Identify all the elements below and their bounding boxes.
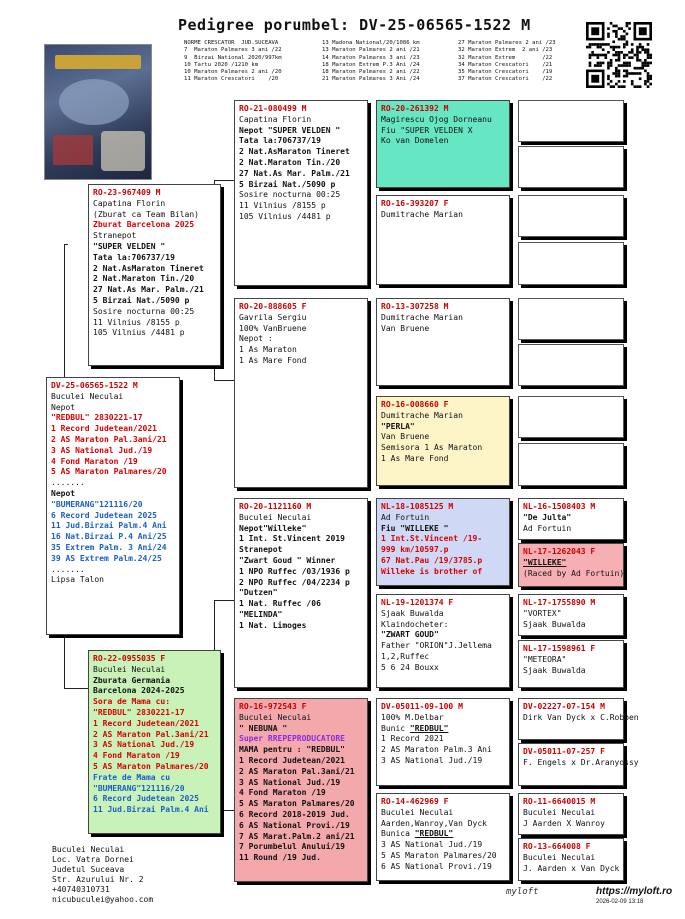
pigeon-card-g5-7[interactable] [518,793,624,835]
pedigree-line: "REDBUL" 2830221-17 [93,707,185,717]
ring-number: RO-16-393207 F [381,199,449,208]
pigeon-card-dam-dam[interactable] [234,698,368,882]
pedigree-line: 3 AS National Jud./19 [381,755,483,765]
pedigree-line: 4 Fond Maraton /19 [239,788,326,798]
pedigree-line: 1 Record Judetean/2021 [239,755,345,765]
pedigree-line: "MELINDA" [239,609,283,619]
pedigree-line: 2 AS Maraton Pal.3ani/21 [51,434,167,444]
myloft-logo: myloft [506,887,539,897]
contact-line: Str. Azurului Nr. 2 [52,875,144,884]
pedigree-line: Sosire nocturna 00:25 [239,190,341,200]
pedigree-line: 105 Vilnius /4481 p [93,328,185,338]
ring-number: RO-14-462969 F [381,797,449,806]
pedigree-line: Zburat Barcelona 2025 [93,220,195,230]
ring-number: RO-13-307258 M [381,302,449,311]
pedigree-line: " NEBUNA " [239,723,288,733]
pedigree-line: 1 Int. St.Vincent 2019 [239,534,345,544]
pedigree-line: Willeke is brother of [381,566,483,576]
ring-number: RO-16-008660 F [381,400,449,409]
pedigree-line: Stranepot [239,545,283,555]
pedigree-line: 2 Nat.Maraton Tin./20 [239,157,341,167]
pedigree-line: Ad Fortuin [381,512,430,522]
pedigree-line: 1 As Mare Fond [381,453,449,463]
pedigree-line: Bunica "REDBUL" [381,829,454,839]
ring-number: NL-17-1262043 F [523,547,596,556]
pedigree-line: Ad Fortuin [523,523,572,533]
ring-number: NL-16-1508403 M [523,502,596,511]
pedigree-line: ....... [51,564,85,574]
pedigree-line: 3 AS National Jud./19 [51,445,153,455]
pedigree-line: Aarden,Wanroy,Van Dyck [381,818,487,828]
pigeon-card-g5-5[interactable] [518,698,639,740]
pedigree-line: 1 As Maraton [239,345,297,355]
ring-number: RO-20-261392 M [381,104,449,113]
pigeon-card-sdd[interactable] [376,396,510,486]
pedigree-line: 1 Nat. Limoges [239,620,307,630]
pedigree-line: "BUMERANG"121116/20 [93,783,185,793]
pedigree-line: Capatina Florin [93,198,166,208]
result-line: 34 Maraton Crescatori /21 [458,61,553,68]
ring-number: DV-05011-09-100 M [381,702,463,711]
pedigree-line: (Raced by Ad Fortuin) [523,568,625,578]
result-line: 9 Birzai National 2020/997km [184,54,282,61]
pedigree-line: 5 AS Maraton Palmares/20 [381,850,497,860]
pedigree-line: Gavrila Sergiu [239,312,307,322]
pedigree-line: "REDBUL" 2830221-17 [51,413,143,423]
pedigree-line: Buculei Neculai [523,807,596,817]
contact-line: Judetul Suceava [52,865,125,874]
pedigree-line: 6 AS National Provi./19 [381,861,492,871]
pigeon-card-sss[interactable] [376,100,510,188]
result-line: 18 Maraton Extrem P.3 Ani /24 [322,61,420,68]
pigeon-card-g5-3[interactable] [518,594,624,636]
pedigree-line: "VORTEX" [523,608,562,618]
result-line: 13 Maraton Palmares 2 ani /21 [322,47,420,54]
pedigree-line: 4 Fond Maraton /19 [51,456,138,466]
pigeon-card-g5-2[interactable] [518,543,624,587]
pedigree-line: 7 AS Marat.Palm.2 ani/21 [239,831,355,841]
pedigree-line: 5 AS Maraton Palmares/20 [93,761,209,771]
ring-number: RO-21-080499 M [239,104,307,113]
empty-slot [518,195,624,237]
pedigree-line: Sjaak Buwalda [523,619,586,629]
page-title: Pedigree porumbel: DV-25-06565-1522 M [178,16,531,34]
pedigree-line: Frate de Mama cu [93,772,171,782]
pedigree-line: Nepot [51,402,76,412]
result-line: 13 Madona National/20/1086 km [322,40,420,46]
pedigree-line: 2 Nat.Maraton Tin./20 [93,274,195,284]
result-line: 32 Maraton Extrem /22 [458,54,553,61]
pedigree-line: 2 Nat.AsMaraton Tineret [239,147,350,157]
pedigree-line: "PERLA" [381,421,415,431]
empty-slot [518,242,624,285]
pedigree-line: Dirk Van Dyck x C.Robben [523,712,639,722]
ring-number: RO-23-967409 M [93,188,161,197]
ring-number: NL-17-1755890 M [523,598,596,607]
pigeon-card-g5-1[interactable] [518,498,624,540]
pedigree-line: (Zburat ca Team Bilan) [93,209,199,219]
pedigree-line: 11 Vilnius /8155 p [93,317,180,327]
pedigree-line: Lipsa Talon [51,575,104,585]
pedigree-line: 5 Birzai Nat./5090 p [239,179,336,189]
contact-line: Loc. Vatra Dornei [52,855,134,864]
pedigree-line: 6 Record 2018-2019 Jud. [239,809,350,819]
pedigree-line: Capatina Florin [239,114,312,124]
pedigree-line: 6 AS National Provi./19 [239,820,350,830]
pigeon-card-g5-6[interactable] [518,743,639,786]
ring-number: RO-13-664008 F [523,842,591,851]
pigeon-card-sire[interactable] [88,184,221,366]
pedigree-line: 4 Fond Maraton /19 [93,751,180,761]
results-column-2 [322,40,420,84]
empty-slot [518,443,624,486]
pedigree-line: 3 AS National Jud./19 [381,840,483,850]
contact-line: +40740310731 [52,885,110,894]
result-line: 14 Maraton Palmares 3 ani /23 [322,54,420,61]
result-line: NORME CRESCATOR JUD.SUCEAVA [184,40,279,46]
pedigree-line: Super RREPEPRODUCATORE [239,734,345,744]
ring-number: RO-22-0955035 F [93,654,166,663]
pedigree-line: Father "ORION"J.Jellema [381,641,492,651]
pedigree-line: ....... [51,478,85,488]
pedigree-line: "BUMERANG"121116/20 [51,499,143,509]
empty-slot [518,100,624,142]
pedigree-line: "SUPER VELDEN " [93,241,166,251]
pedigree-line: MAMA pentru : "REDBUL" [239,745,345,755]
pedigree-line: "Dutzen" [239,588,278,598]
pedigree-line: Fiu "WILLEKE " [381,523,449,533]
pedigree-line: 11 Vilnius /8155 p [239,201,326,211]
pedigree-line: "Zwart Goud " Winner [239,555,336,565]
empty-slot [518,396,624,438]
pedigree-line: J Aarden X Wanroy [523,818,605,828]
result-line: 21 Maraton Palmares 3 Ani /24 [322,76,420,83]
pedigree-line: 1,2,Ruffec [381,651,430,661]
result-line: 27 Maraton Palmares 2 ani /23 [458,40,556,46]
result-line: 10 Maraton Palmares 2 ani /20 [184,69,282,76]
pigeon-card-main[interactable] [46,377,180,635]
pedigree-line: 1 Record 2021 [381,734,444,744]
pedigree-line: Van Bruene [381,432,430,442]
pedigree-line: Buculei Neculai [239,712,312,722]
pedigree-line: 2 NPO Ruffec /04/2234 p [239,577,350,587]
pedigree-line: Ko van Domelen [381,136,449,146]
pedigree-line: 1 NPO Ruffec /03/1936 p [239,566,350,576]
pedigree-line: "WILLEKE" [523,557,567,567]
pedigree-line: Semisora 1 As Maraton [381,443,483,453]
results-column-1 [184,40,282,84]
pigeon-card-dam[interactable] [88,650,221,834]
pedigree-line: Sosire nocturna 00:25 [93,306,195,316]
pedigree-line: "De Julta" [523,512,572,522]
pedigree-line: 100% M.Delbar [381,712,444,722]
pedigree-line: 6 Record Judetean 2025 [51,510,157,520]
ring-number: RO-11-6640015 M [523,797,596,806]
pedigree-line: 16 Nat.Birzai P.4 Ani/25 [51,532,167,542]
pedigree-line: "ZWART GOUD" [381,630,439,640]
pedigree-line: 11 Round /19 Jud. [239,853,321,863]
pigeon-card-sire-sire[interactable] [234,100,368,286]
pedigree-line: 2 Nat.AsMaraton Tineret [93,263,204,273]
pedigree-line: 6 Record Judetean 2025 [93,794,199,804]
empty-slot [518,298,624,340]
results-column-3 [458,40,556,84]
pedigree-line: Buculei Neculai [239,512,312,522]
pedigree-line: Fiu "SUPER VELDEN X [381,125,473,135]
pedigree-line: Sjaak Buwalda [523,665,586,675]
pedigree-line: 1 As Mare Fond [239,355,307,365]
contact-line: Buculei Neculai [52,845,125,854]
pedigree-line: 105 Vilnius /4481 p [239,211,331,221]
pedigree-line: 7 Porumbelul Anului/19 [239,842,345,852]
result-line: 37 Maraton Crescatori /22 [458,76,553,83]
pedigree-line: 1 Record Judetean/2021 [51,424,157,434]
pedigree-line: 3 AS National Jud./19 [239,777,341,787]
pedigree-line: Tata la:706737/19 [239,136,321,146]
pedigree-line: Bunic "REDBUL" [381,723,449,733]
ring-number: NL-19-1201374 F [381,598,454,607]
result-line: 35 Maraton Crescatori /19 [458,69,553,76]
pedigree-line: Nepot "SUPER VELDEN " [239,125,341,135]
pedigree-line: Buculei Neculai [51,391,124,401]
pedigree-line: 2 AS Maraton Pal.3ani/21 [239,766,355,776]
pedigree-line: Buculei Neculai [381,807,454,817]
result-line: 32 Maraton Extrem 2 ani /23 [458,47,553,54]
pedigree-line: Nepot [51,488,76,498]
result-line: 10 Tartu 2020 /1210 km [184,61,259,68]
pedigree-line: Van Bruene [381,323,430,333]
pigeon-card-sire-dam[interactable] [234,298,368,488]
pigeon-card-ddd[interactable] [376,793,510,881]
empty-slot [518,146,624,188]
pedigree-line: J. Aarden x Van Dyck [523,863,620,873]
pedigree-line: Dumitrache Marian [381,312,463,322]
pedigree-line: Sjaak Buwalda [381,608,444,618]
pedigree-line: Sora de Mama cu: [93,697,171,707]
pedigree-line: 2 AS Maraton Palm.3 Ani [381,745,492,755]
pigeon-card-dsd[interactable] [376,594,510,688]
pedigree-line: 1 Record Judetean/2021 [93,718,199,728]
pigeon-card-g5-8[interactable] [518,838,624,881]
pedigree-line: Magirescu Ojog Dorneanu [381,114,492,124]
qr-code-icon [586,22,652,88]
pedigree-line: 11 Jud.Birzai Palm.4 Ani [51,521,167,531]
pedigree-line: 1 Int.St.Vincent /19- [381,534,483,544]
pedigree-line: 1 Nat. Ruffec /06 [239,599,321,609]
pedigree-line: Tata la:706737/19 [93,252,175,262]
pedigree-line: 3 AS National Jud./19 [93,740,195,750]
email-link[interactable]: nicubuculei@yahoo.com [52,895,154,904]
pedigree-line: Buculei Neculai [93,664,166,674]
result-line: 7 Maraton Palmares 3 ani /22 [184,47,282,54]
pigeon-card-dss[interactable] [376,498,510,586]
ring-number: DV-02227-07-154 M [523,702,605,711]
pedigree-line: Stranepot [93,231,137,241]
pedigree-line: Buculei Neculai [523,852,596,862]
pedigree-line: 5 6 24 Bouxx [381,662,439,672]
ring-number: DV-05011-07-257 F [523,747,605,756]
pedigree-line: 100% VanBruene [239,323,307,333]
pedigree-line: Barcelona 2024-2025 [93,686,185,696]
ring-number: RO-16-972543 F [239,702,307,711]
pedigree-line: Nepot"Willeke" [239,523,307,533]
pedigree-line: Dumitrache Marian [381,209,463,219]
pigeon-card-ssd[interactable] [376,195,510,285]
pedigree-line: 999 km/10597.p [381,545,449,555]
pedigree-line: 27 Nat.As Mar. Palm./21 [239,168,350,178]
pigeon-card-g5-4[interactable] [518,640,624,688]
pigeon-card-dds[interactable] [376,698,510,786]
result-line: 18 Maraton Palmares 2 ani /22 [322,69,420,76]
pedigree-line: 67 Nat.Pau /19/3785.p [381,555,483,565]
pedigree-line: 5 Birzai Nat./5090 p [93,295,190,305]
pedigree-line: 39 AS Extrem Palm.24/25 [51,553,162,563]
ring-number: NL-18-1085125 M [381,502,454,511]
loft-photo [44,44,152,180]
pedigree-line: Klaindocheter: [381,619,449,629]
ring-number: NL-17-1598961 F [523,644,596,653]
pedigree-line: 11 Jud.Birzai Palm.4 Ani [93,805,209,815]
pedigree-line: Dumitrache Marian [381,410,463,420]
pedigree-line: "METEORA" [523,654,567,664]
pedigree-line: 35 Extrem Palm. 3 Ani/24 [51,542,167,552]
pedigree-line: Nepot : [239,334,273,344]
result-line: 11 Maraton Crescatori /20 [184,76,279,83]
site-url[interactable]: https://myloft.ro [596,886,673,897]
ring-number: RO-20-888605 F [239,302,307,311]
breeder-contact [52,845,153,905]
ring-number: DV-25-06565-1522 M [51,381,138,390]
pedigree-line: Zburata Germania [93,675,171,685]
pedigree-line: 27 Nat.As Mar. Palm./21 [93,285,204,295]
pigeon-card-sds[interactable] [376,298,510,386]
pedigree-line: 5 AS Maraton Palmares/20 [239,799,355,809]
ring-number: RO-20-1121160 M [239,502,312,511]
print-date: 2026-02-09 13:18 [596,899,644,905]
pigeon-card-dam-sire[interactable] [234,498,368,688]
empty-slot [518,344,624,386]
pedigree-line: F. Engels x Dr.Aranyossy [523,757,639,767]
pedigree-line: 2 AS Maraton Pal.3ani/21 [93,729,209,739]
pedigree-line: 5 AS Maraton Palmares/20 [51,467,167,477]
